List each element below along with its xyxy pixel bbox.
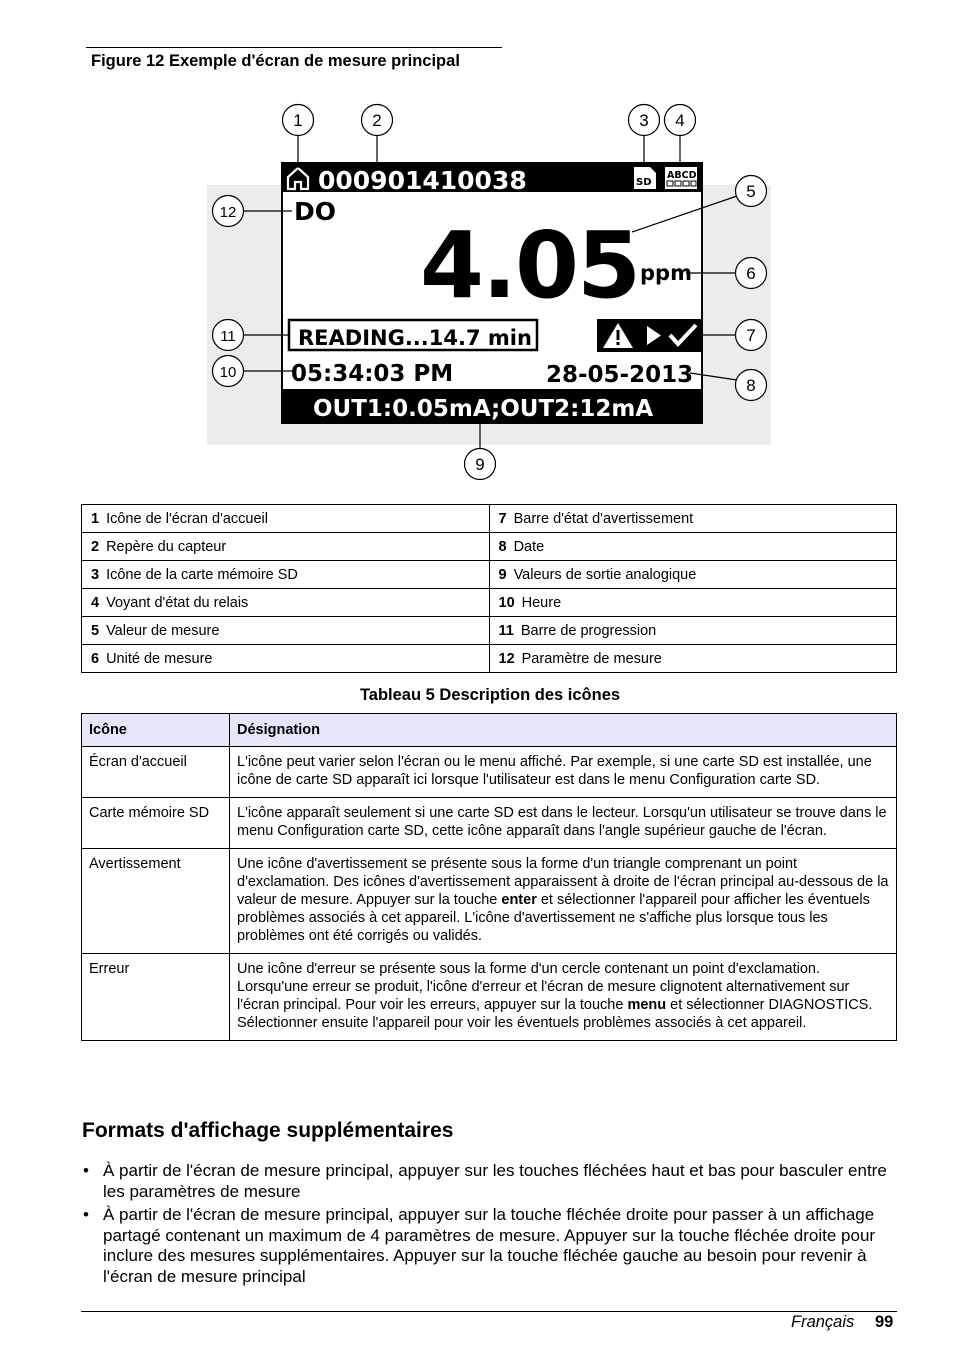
legend-text: Voyant d'état du relais <box>106 594 249 611</box>
callout-label-1: 1 <box>293 111 303 130</box>
legend-cell <box>82 589 490 617</box>
legend-number: 9 <box>498 566 507 583</box>
list-item <box>82 1205 902 1287</box>
legend-number: 11 <box>498 622 514 639</box>
figure-legend-table <box>81 504 897 673</box>
bullet-text: À partir de l'écran de mesure principal, appuyer sur la touche fléchée droite pour passer à un affichage partagé contenant un maximum de 4 paramètres de mesure. Appuyer sur la touche fléchée droite pour inclure des mesures supplémentaires. Appuyer sur la touche fléchée gauche au besoin pour revenir à l'écran de mesure principal <box>103 1205 876 1286</box>
screen-date: 28-05-2013 <box>546 362 694 388</box>
sensor-serial: 000901410038 <box>318 166 527 195</box>
callout-label-2: 2 <box>372 111 382 130</box>
icon-name-cell: Erreur <box>82 954 230 1041</box>
callout-label-10: 10 <box>219 364 237 381</box>
legend-number: 3 <box>91 566 100 583</box>
legend-number: 2 <box>91 538 100 555</box>
legend-cell <box>82 617 490 645</box>
designation-text: Une icône d'erreur se présente sous la forme d'un cercle contenant un point d'exclamation. Lorsqu'une erreur se produit, l'icône d'erreur et l'écran de mesure clignotent alternativement sur l'écran principal. Pour voir les erreurs, appuyer sur la touche <box>237 961 850 1013</box>
callout-label-5: 5 <box>746 182 756 201</box>
designation-text: Une icône d'avertissement se présente sous la forme d'un triangle comprenant un point d'exclamation. Des icônes d'avertissement apparaissent à droite de l'écran principal au-dessous de la valeur de mesure. Appuyer sur la touche <box>237 856 889 908</box>
designation-text: L'icône apparaît seulement si une carte SD est dans le lecteur. Lorsqu'un utilisateur se trouve dans le menu Configuration carte SD, cette icône apparaît dans l'angle supérieur gauche de l'écran. <box>237 805 887 839</box>
legend-cell <box>489 533 897 561</box>
table-row <box>82 747 897 798</box>
sd-card-icon <box>634 167 656 189</box>
table-row <box>82 954 897 1041</box>
designation-cell <box>230 798 897 849</box>
page-number: 99 <box>875 1313 894 1331</box>
legend-number: 8 <box>498 538 507 555</box>
legend-text: Paramètre de mesure <box>521 650 662 667</box>
legend-text: Repère du capteur <box>106 538 227 555</box>
legend-text: Icône de l'écran d'accueil <box>106 510 268 527</box>
designation-cell <box>230 954 897 1041</box>
svg-text:ABCD: ABCD <box>667 170 697 181</box>
callout-label-12: 12 <box>219 204 237 221</box>
legend-number: 7 <box>498 510 507 527</box>
legend-cell <box>489 505 897 533</box>
bullet-list <box>82 1161 902 1290</box>
measurement-value: 4.05 <box>420 212 639 319</box>
legend-number: 10 <box>498 594 515 611</box>
designation-text: et sélectionner l'appareil pour afficher les éventuels problèmes associés à cet appareil. L'icône d'avertissement ne s'affiche plus lorsque tous les problèmes ont été corrigés ou validés. <box>237 892 870 944</box>
designation-cell <box>230 849 897 954</box>
table5-caption: Tableau 5 Description des icônes <box>359 686 621 704</box>
svg-text:SD: SD <box>636 177 652 188</box>
figure-title-rule <box>86 47 502 48</box>
callout-label-11: 11 <box>220 328 236 345</box>
designation-text: et sélectionner DIAGNOSTICS. Sélectionner ensuite l'appareil pour voir les éventuels problèmes associés à cet appareil. <box>237 997 873 1031</box>
designation-text: L'icône peut varier selon l'écran ou le menu affiché. Par exemple, si une carte SD est installée, une icône de carte SD apparaît ici lorsque l'utilisateur est dans le menu Configuration carte SD. <box>237 754 872 788</box>
bullet-glyph: • <box>83 1161 89 1180</box>
measurement-parameter: DO <box>294 197 337 226</box>
icon-name-cell: Carte mémoire SD <box>82 798 230 849</box>
relay-status-icon <box>665 167 697 189</box>
legend-number: 4 <box>91 594 100 611</box>
legend-text: Valeurs de sortie analogique <box>513 566 697 583</box>
legend-number: 5 <box>91 622 100 639</box>
legend-text: Date <box>513 538 545 555</box>
legend-text: Icône de la carte mémoire SD <box>106 566 298 583</box>
legend-text: Barre de progression <box>520 622 657 639</box>
table-row <box>82 533 897 561</box>
legend-text: Heure <box>521 594 562 611</box>
table-row <box>82 645 897 673</box>
table-row <box>82 561 897 589</box>
footer-rule <box>81 1311 897 1312</box>
section-heading: Formats d'affichage supplémentaires <box>82 1119 454 1142</box>
legend-text: Unité de mesure <box>106 650 213 667</box>
figure-title: Figure 12 Exemple d'écran de mesure principal <box>91 52 460 70</box>
analog-outputs: OUT1:0.05mA;OUT2:12mA <box>313 396 654 422</box>
table-row <box>82 589 897 617</box>
legend-cell <box>82 533 490 561</box>
legend-text: Barre d'état d'avertissement <box>513 510 694 527</box>
legend-cell <box>82 561 490 589</box>
callout-label-4: 4 <box>675 111 685 130</box>
icon-name-cell: Avertissement <box>82 849 230 954</box>
legend-cell <box>489 589 897 617</box>
measurement-screen-diagram <box>200 95 780 490</box>
table-row <box>82 798 897 849</box>
bullet-glyph: • <box>83 1205 89 1224</box>
callout-label-7: 7 <box>746 326 756 345</box>
designation-cell <box>230 747 897 798</box>
legend-cell <box>489 645 897 673</box>
header-designation: Désignation <box>230 714 897 747</box>
icon-name-cell: Écran d'accueil <box>82 747 230 798</box>
key-name: enter <box>501 892 537 908</box>
icon-description-table <box>81 713 897 1041</box>
list-item <box>82 1161 902 1202</box>
legend-cell <box>82 645 490 673</box>
legend-text: Valeur de mesure <box>106 622 220 639</box>
legend-number: 6 <box>91 650 100 667</box>
bullet-text: À partir de l'écran de mesure principal, appuyer sur les touches fléchées haut et bas pour basculer entre les paramètres de mesure <box>103 1161 887 1201</box>
table-row <box>82 849 897 954</box>
footer-language: Français <box>791 1313 855 1331</box>
callout-label-8: 8 <box>746 376 756 395</box>
callout-label-6: 6 <box>746 264 756 283</box>
legend-cell <box>489 561 897 589</box>
measurement-unit: ppm <box>640 261 692 285</box>
legend-cell <box>82 505 490 533</box>
key-name: menu <box>627 997 667 1013</box>
screen-time: 05:34:03 PM <box>291 361 454 387</box>
table-row <box>82 617 897 645</box>
legend-number: 1 <box>91 510 100 527</box>
header-icon: Icône <box>82 714 230 747</box>
callout-label-3: 3 <box>639 111 649 130</box>
table-header-row <box>82 714 897 747</box>
table-row <box>82 505 897 533</box>
callout-label-9: 9 <box>475 455 485 474</box>
legend-cell <box>489 617 897 645</box>
legend-number: 12 <box>498 650 515 667</box>
progress-text: READING...14.7 min <box>298 326 532 350</box>
